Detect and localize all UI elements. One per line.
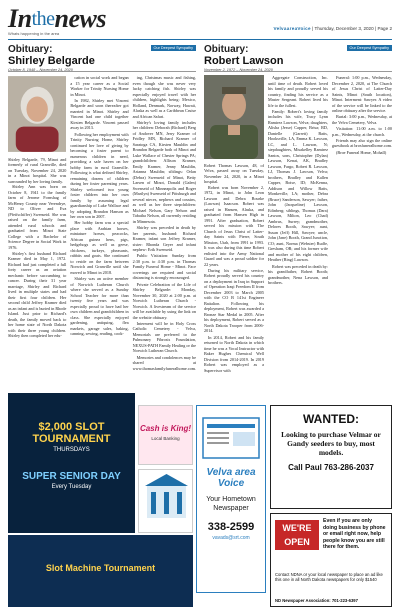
masthead-left xyxy=(8,4,106,36)
casino-title: $2,000 SLOT TOURNAMENT xyxy=(32,421,111,445)
paragraph: Funeral: 1:00 p.m., Wednesday, December 2, 2020, at The Church of Jesus Christ of Latter-Day Saints, Minot (South location), Minot. Interment: Sawyer. A video of the service will be linked to the online obituary after the service. xyxy=(332,75,392,113)
obituary-name: Shirley Belgarde xyxy=(8,55,95,67)
obituary-lawson xyxy=(204,44,392,374)
paragraph: In 2014, Robert and his family returned to North Dakota in which time he was a Vocal Instructor with Baker Hughes Chemical Well Division from 2014-2019. In 2019 Robert was employed as a Supervisor with xyxy=(204,334,264,373)
newspaper-logo-icon xyxy=(197,414,265,462)
portrait-photo xyxy=(8,75,66,153)
obituary-header xyxy=(8,44,196,72)
paragraph: During his military service, Robert proudly served his country on a deployment in Iraq in Support of Operation Iraqi Freedom II from December 2003 to March 2005 with the CO B 141st Engineer Battalion. Following his deployment, Robert was awarded a Bronze Star Medal in 2005. After his deployment, Robert served as a North Dakota Trooper from 2006-2014. xyxy=(204,267,264,334)
casino-promo-day: Every Tuesday xyxy=(51,484,92,490)
obituary-name: Robert Lawson xyxy=(204,55,284,67)
bank-ad-2[interactable] xyxy=(138,469,193,533)
section-title xyxy=(8,4,106,33)
wanted-call: Call Paul 763-286-2037 xyxy=(288,463,374,472)
wanted-title: WANTED: xyxy=(303,412,359,426)
bank-logo: Cash is King! xyxy=(139,424,192,433)
wanted-body: Looking to purchase Velmar or Gandy seeders to buy, most models. xyxy=(281,430,381,457)
open-footer: ND Newspaper Association: 701-223-6397 xyxy=(275,598,358,603)
obituary-column-2 xyxy=(70,75,128,372)
paragraph: Robert was born November 2, 1972, in Minot, to John Leon Lawson and Debra Bourke (Lawson) Isaacson. Robert was raised in Hansen, Alaska, and graduated from Hansen High in 1991. After graduation, Robert served his mission with The Church of Jesus Christ of Latter-day Saints with Pierre, South Mission, Utah, from 1991 to 1993. It was also during this time Robert enlisted into the Army National Guard and was a proud soldier for 22 years. xyxy=(204,184,264,267)
paper-name: VelvaareaVoice xyxy=(273,26,311,31)
paragraph: Shirley was preceded in death by her parents, husband: Richard Kramer, infant son Jeffrey Kramer, sister: Rhonda Geyer and infant nephew: Erik Swenseid. xyxy=(132,225,196,253)
title-the: the xyxy=(31,8,55,30)
page-number: Page 2 xyxy=(377,26,392,31)
casino-day: THURSDAYS xyxy=(53,447,90,453)
title-news: news xyxy=(54,4,106,33)
issue-date: Thursday, December 3, 2020 xyxy=(314,26,374,31)
masthead-rule xyxy=(8,39,392,40)
masthead xyxy=(8,4,392,38)
casino-ad[interactable] xyxy=(8,393,135,533)
title-in: In xyxy=(8,4,32,33)
paragraph: Friends may also sign the online guestbook at brosfuneralhome.com. xyxy=(332,137,393,149)
paragraph: Following her employment with Trinity Nursing Home, Shirley continued her love of giving by becoming a foster parent to numerous children in need, providing a safe haven on her hobby farm in rural Granville. Following is what defined Shirley, remaining dozens of children during her foster parenting years. Shirley welcomed two young foster children into her own family by assuming legal guardianship of Luke Wallace and by adopting Brandon Hanson as her own son in 2007. xyxy=(70,131,129,220)
obituary-column-1 xyxy=(8,75,66,372)
obituary-column-1 xyxy=(204,75,264,374)
paragraph: Robert was preceded in death by: his grandfather, Robert Booth; grandmother, Nena Lawson, and brothers. xyxy=(268,263,328,286)
obituary-column-3 xyxy=(332,75,392,374)
issue-sep: | xyxy=(312,26,315,31)
paragraph: Private Celebration of the Life of Shirley Belgarde: Monday, November 30, 2020 at 2:00 p.m. at Norwich Lutheran Church - Norwich. A livestream of the service will be available by using the link on the website obituary. xyxy=(132,281,196,320)
open-body: Even if you are only doing business by phone or email right now, help people know you are still there for them. xyxy=(323,518,386,550)
velva-phone: 338-2599 xyxy=(207,521,255,533)
bottom-ad-text: Slot Machine Tournament xyxy=(45,563,156,573)
bank-graphic xyxy=(139,470,193,533)
casino-bottom-ad[interactable] xyxy=(8,535,193,607)
paragraph: cation in social work and began a 15 year career as a Social Worker for Trinity Nursing Home in Minot. xyxy=(70,75,129,97)
paragraph: Aggregate Construction, Inc. until time of death. Robert loved his family and proudly served his country, finding his service as a Master Sergeant. Robert lived his life to the fullest. xyxy=(268,75,328,108)
casino-promo: SUPER SENIOR DAY xyxy=(22,471,121,482)
obituary-label: Obituary: xyxy=(8,44,53,55)
obituary-column-2 xyxy=(268,75,328,374)
paragraph: Shirley Ann was born on October 8, 1941 to the family farm of Jerome Fornshag of McHenry County near Verendrye, ND to Oliver and Eva (Pfeifschiffer) Swenseid. She was raised on the family farm, attended rural schools and graduated from Minot State College with a Bachelor of Science Degree in Social Work in 1976. xyxy=(8,184,67,250)
sympathy-tag: Our Deepest Sympathy xyxy=(347,45,392,51)
open-contact: Contact NDNA or your local newspaper to place an ad like this one in all North Dakota newspapers for only $1540 xyxy=(275,572,383,583)
paragraph: Her hobby farm was a special place with Arabian horses, miniature horses, peacocks, African guinea hens, pigs, hedgehogs as well as geese, chickens, turkeys, pheasants, rabbits and goats. She continued to reside on the farm between Norwich and Granville until she moved to Minot in 2018. xyxy=(70,220,129,275)
paragraph: Family: Robert's loving family includes his wife, Tracy Lynn Ramirez Lawson, Velva; daughters, Alisha (Jesse) Capper, Brisa; RD, Danielle (Garrett) Batts, Hooksville, LA, Emma K. Lawson, LC, and L. Lawson, N; stepdaughters, Misakelley Ramirez Santos, sons, Christopher (Dylan) Lawson, Kenai, AK, Bradley Lawson, Fargo, Robert R. Lawson, LJ, Thomas J. Lawson, Velva; brothers, Bradley and Kallen Capper, Boise, ID; McKenna, Addison and Willow Batts, Monkeville, LA; mother, Debra (Bruce) Sanderson, Sawyer; father, John (Jacqueline) Lawson, Edinberg; siblings, Thomas (Dara) Lawson, Milton, Leo (Chad) Ambrus, Surrey; grandmother, Delores Booth, Sawyer; aunt, Susan (Jeff) Hill, Sawyer; uncle, John (Jane) Booth, Grand Junction, CO; aunt, Norma (Webster) Rudfe, Gresham, OR; and his former wife and mother of his eight children, Heather (Ring) Lawson. xyxy=(268,108,328,263)
section-subtitle: Whats happening in the area xyxy=(8,31,60,36)
open-sign: WE'RE OPEN xyxy=(275,520,319,550)
paragraph: Shirley's loving family includes her children: Deborah (Richard) Berg of Andover MN, Jerry Kramer of Fridley MN, Richard Kramer of Saratoga CA, Kirsten Mauldin and Brandon Belgarde both of Minot and Luke Wallace of Chester Springs PA; grandchildren: Allison Kramer, Emily Kramer, Jenny Mauldin, Arianna Mauldin; siblings: Orlan (Debra) Swenseid of Minot, Betty Larsen of Minot, Donald (Galen) Swenseid of Minneapolis and Roger (Marilyn) Swenseid of Pittsburgh and several nieces, nephews and cousins, as well as her three stepchildren: Michael Nelson, Gary Nelson and Tabatha Nelson, all currently residing in Minnesota. xyxy=(132,119,196,224)
velva-title: Velva area Voice xyxy=(206,467,256,489)
photo-caption: Shirley Belgarde, 79, Minot and formerly of rural Granville, died on Tuesday, November 24, 2020 in a Minot hospital. She was surrounded by her loving family. xyxy=(8,156,67,184)
paragraph: (Broe Funeral Home, Mohall) xyxy=(336,149,387,155)
obituary-belgarde xyxy=(8,44,196,372)
paragraph: Shirley's first husband Richard Kramer died in May 1, 1972. Richard had just completed a full forty career as an aviation mechanic before succumbing to cancer. During their 31 year marriage, Shirley and Richard lived in multiple states and had their first four children. Her second child Jeffrey Kramer died as an infant and is buried in Rhode Island. Just prior to Richard's death, the family moved back to her home state of North Dakota with their three young children. Shirley then completed her edu- xyxy=(8,250,67,339)
ad-section xyxy=(8,393,392,609)
paragraph: Public Visitation: Sunday from 2:30 p.m. to 4:30 p.m. in Thomas Family Funeral Home - Minot. Face coverings are required and social distancing is strongly encouraged. xyxy=(132,253,196,281)
portrait-photo xyxy=(204,75,264,159)
obituary-header xyxy=(204,44,392,72)
were-open-ad[interactable] xyxy=(270,513,392,607)
sympathy-tag: Our Deepest Sympathy xyxy=(151,45,196,51)
obituary-label: Obituary: xyxy=(204,44,249,55)
paragraph: Burial: 3:00 p.m., Wednesday, at the Velva Cemetery, Velva. xyxy=(332,114,392,125)
paragraph: In 1982, Shirley met Vincent Belgarde and soon thereafter got married in Minot. Shirley and Vincent had one child together Kirsten Belgarde. Vincent passed away in 2013. xyxy=(70,97,129,131)
paragraph: Visitation: 11:00 a.m. to 1:00 p.m., Wednesday, at the church. xyxy=(332,126,392,137)
velva-email: vavads@srt.com xyxy=(212,535,250,541)
issue-line xyxy=(274,26,392,31)
velva-sub: Your Hometown Newspaper xyxy=(206,496,256,512)
obituary-dates: November 2, 1972 – November 24, 2020 xyxy=(204,68,273,72)
paragraph: Shirley was an active member of Norwich Lutheran Church where she served as a Sunday School Teacher for more than twenty five years and was especially proud to have had her own children and grandchildren in class. She especially enjoyed gardening, antiquing, flea markets, garage sales, baking, canning, sewing, reading, cook- xyxy=(70,276,129,337)
obituary-dates: October 8, 1948 – November 24, 2020 xyxy=(8,68,73,72)
bank-sub: Local Banking xyxy=(151,436,180,441)
photo-caption: Robert Thomas Lawson, 48, of Velva, passed away on Tuesday, November 24, 2020, in a Minot hospital. xyxy=(204,162,264,184)
bank-ad[interactable] xyxy=(138,405,193,465)
wanted-ad[interactable] xyxy=(270,405,392,509)
issue-sep2: | xyxy=(374,26,378,31)
paragraph: Memories and condolences may be shared at www.thomasfamilyfuneralhome.com. xyxy=(132,354,196,371)
obituary-column-3 xyxy=(133,75,196,372)
paragraph: ing, Christmas music and fishing, even though she was never very lucky catching fish. Shirley was especially enjoyed travel with her children, highlights being: Mexico, Holland, Denmark, Norway, Hawaii, Alaska as well as a Caribbean Cruise and African Safari. xyxy=(132,75,196,119)
paragraph: Interment will be in Holy Cross Catholic Cemetery - Velva, Memorials are preferred to the Pulmonary Fibrosis Foundation, NEXUS-PATH Family Healing or the Norwich Lutheran Church. xyxy=(132,320,197,354)
velva-voice-ad[interactable] xyxy=(196,405,266,593)
